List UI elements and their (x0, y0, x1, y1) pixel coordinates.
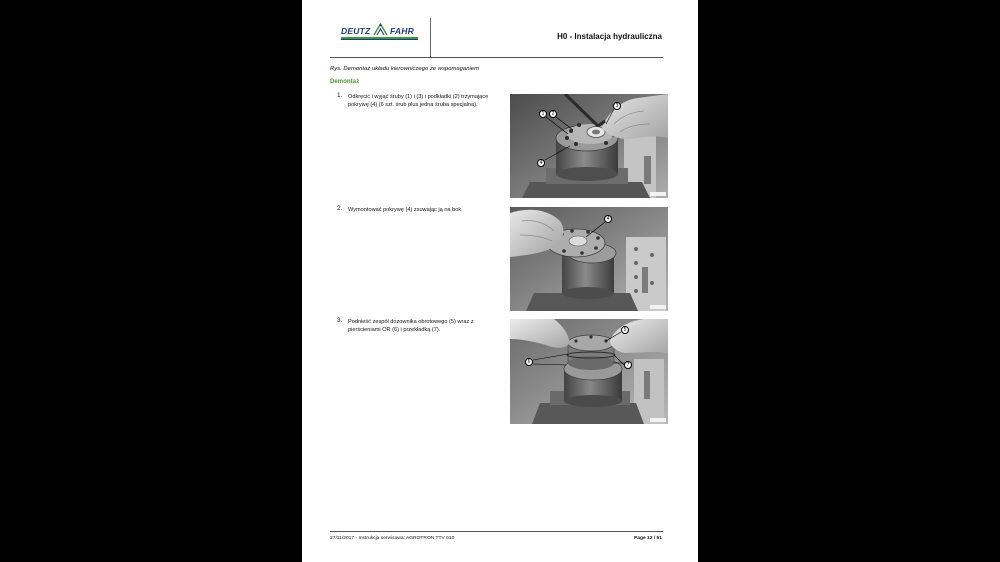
section-heading: Demontaż (330, 78, 360, 85)
brand-logo (330, 18, 431, 57)
footer-divider (330, 531, 663, 532)
logo-word-fahr: FAHR (390, 26, 414, 36)
photo-code-label (650, 192, 666, 196)
step-1-photo (510, 94, 668, 198)
logo-word-deutz: DEUTZ (341, 26, 371, 36)
step-1-photo-image (510, 94, 668, 198)
step-text-line: Odkręcić i wyjąć śruby (1) i (3) i podkładki (2) trzymające (348, 94, 489, 100)
section-title: H0 - Instalacja hydrauliczna (557, 32, 662, 41)
figure-caption: Rys. Demontaż układu kierowniczego ze wspomaganiem (330, 66, 479, 72)
step-3-photo-image (510, 319, 668, 424)
footer-document-info: 27/11/2017 - Instrukcja serwisowa: AGROTRON TTV 610 (330, 536, 455, 541)
step-2-photo (510, 207, 668, 311)
step-3-photo (510, 319, 668, 424)
footer-page-number: Page 12 / 51 (633, 536, 662, 541)
logo-blue-bar (341, 39, 418, 40)
step-text-line: Podnieść zespół dozownika obrotowego (5) wraz z (348, 319, 474, 325)
photo-code-label (650, 418, 666, 422)
callout-marker: 5 (621, 326, 629, 334)
step-number: 3. (337, 317, 343, 324)
step-text-line: Wymontować pokrywę (4) zsuwając ją na bok. (348, 207, 463, 213)
callout-marker: 2 (549, 110, 557, 118)
callout-marker: 4 (537, 159, 545, 167)
step-number: 1. (337, 92, 343, 99)
header-divider (330, 57, 663, 58)
callout-marker: 1 (539, 110, 547, 118)
step-text-line: pierścieniami OR (6) i przekładką (7). (348, 327, 441, 333)
callout-marker: 6 (525, 358, 533, 366)
photo-code-label (650, 305, 666, 309)
step-2-photo-image (510, 207, 668, 311)
callout-marker: 3 (613, 102, 621, 110)
callout-marker: 7 (624, 361, 632, 369)
callout-marker: 4 (604, 215, 612, 223)
step-text-line: pokrywę (4) (6 szt. śrub plus jedna śruba specjalna). (348, 102, 478, 108)
step-number: 2. (337, 205, 343, 212)
deutz-fahr-emblem-icon (373, 23, 388, 36)
logo-green-bar (341, 37, 418, 39)
document-page (302, 0, 698, 562)
